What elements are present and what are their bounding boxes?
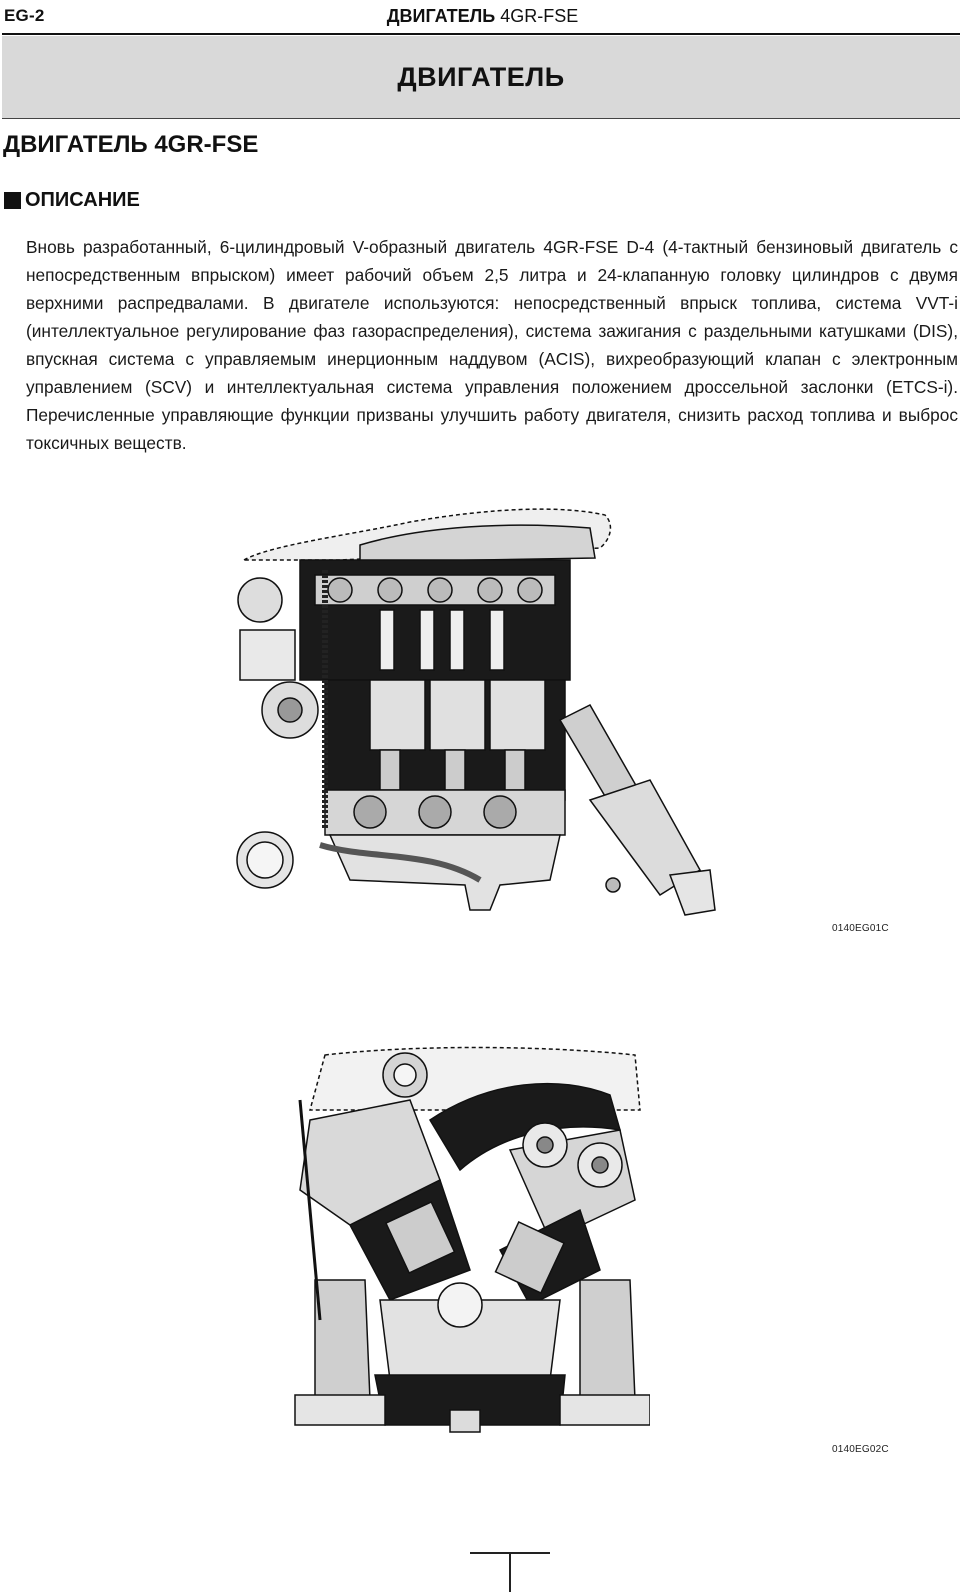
square-bullet-icon (4, 192, 21, 209)
figure-code: 0140EG02C (832, 1444, 889, 1455)
chapter-banner (2, 36, 960, 119)
section-title: ДВИГАТЕЛЬ 4GR-FSE (3, 131, 259, 158)
running-header (0, 6, 965, 27)
engine-front-cutaway-figure (290, 1040, 889, 1455)
running-header-rest: 4GR-FSE (495, 6, 579, 26)
engine-side-cutaway-drawing (230, 500, 720, 930)
running-header-bold: ДВИГАТЕЛЬ (386, 6, 496, 26)
chapter-title: ДВИГАТЕЛЬ (397, 61, 565, 92)
footer-tick (509, 1552, 511, 1592)
subsection-title: ОПИСАНИЕ (25, 189, 140, 211)
engine-side-cutaway-figure (230, 500, 889, 934)
engine-front-cutaway-drawing (290, 1040, 650, 1440)
page-code: EG-2 (4, 6, 45, 25)
description-paragraph: Вновь разработанный, 6-цилиндровый V-образный двигатель 4GR-FSE D-4 (4-тактный бензиновый двигатель с непосредственным впрыском) имеет рабочий объем 2,5 литра и 24-клапанную головку цилиндров с двумя верхними распредвалами. В двигателе используются: непосредственный впрыск топлива, система VVT-i (интеллектуальное регулирование фаз газораспределения), система зажигания с раздельными катушками (DIS), впускная система с управляемым инерционным наддувом (ACIS), вихреобразующий клапан с электронным управлением (SCV) и интеллектуальная система управления положением дроссельной заслонки (ETCS-i). Перечисленные управляющие функции призваны улучшить работу двигателя, снизить расход топлива и выброс токсичных веществ. (26, 237, 958, 453)
header-rule (2, 33, 960, 35)
subsection-heading (4, 189, 140, 212)
figure-code: 0140EG01C (832, 923, 889, 934)
